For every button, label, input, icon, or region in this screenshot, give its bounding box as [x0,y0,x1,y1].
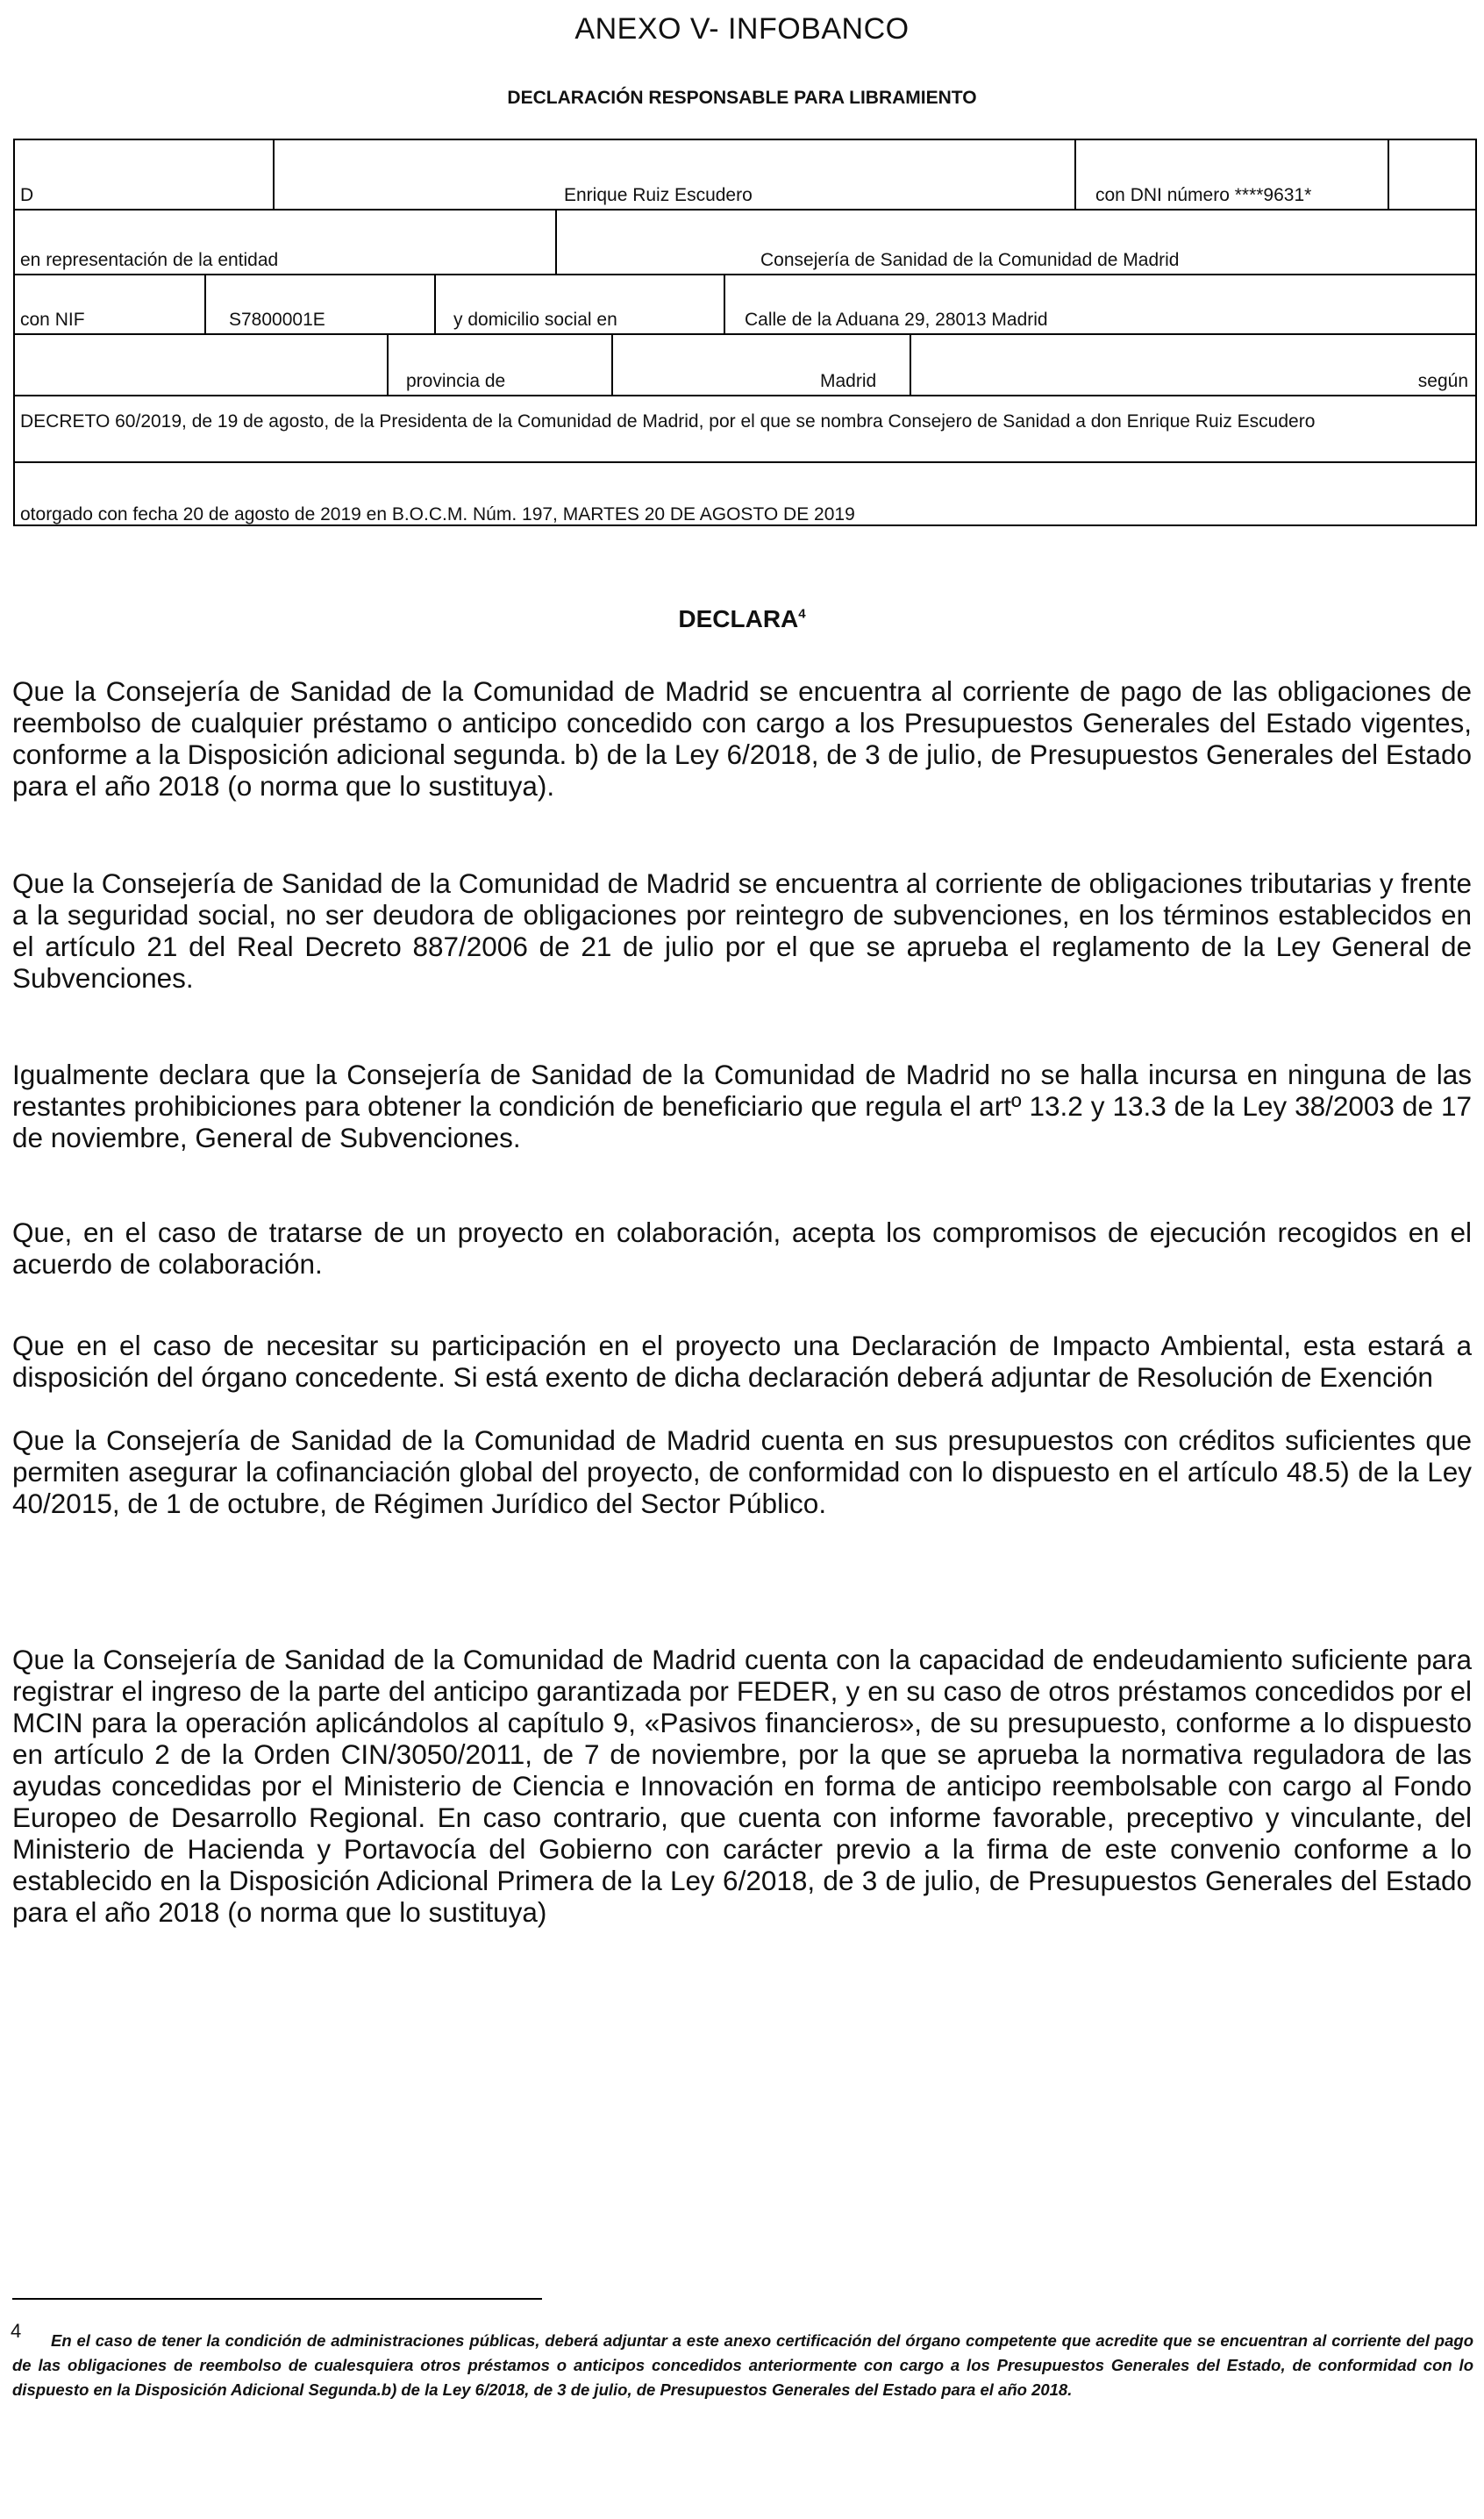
form-value-domicile: Calle de la Aduana 29, 28013 Madrid [745,310,1048,330]
form-cell-name [275,140,1076,211]
form-cell-segun [911,335,1477,396]
form-cell-dni [1076,140,1389,211]
declara-heading-text: DECLARA [678,605,799,632]
declaration-paragraph: Que la Consejería de Sanidad de la Comunidad de Madrid cuenta en sus presupuestos con créditos suficientes que permiten asegurar la cofinanciación global del proyecto, de conformidad con lo dispuesto en el artículo 48.5) de la Ley 40/2015, de 1 de octubre, de Régimen Jurídico del Sector Público. [12,1424,1472,1519]
form-label-d: D [20,185,34,205]
form-label-entity: en representación de la entidad [20,250,279,270]
form-value-entity: Consejería de Sanidad de la Comunidad de Madrid [760,250,1180,270]
declara-heading [0,605,1484,633]
form-label-nif: con NIF [20,310,85,330]
declaration-paragraph: Que la Consejería de Sanidad de la Comunidad de Madrid se encuentra al corriente de pago de las obligaciones de reembolso de cualquier préstamo o anticipo concedido con cargo a los Presupuestos Generales del Estado vigentes, conforme a la Disposición adicional segunda. b) de la Ley 6/2018, de 3 de julio, de Presupuestos Generales del Estado para el año 2018 (o norma que lo sustituya). [12,675,1472,802]
document-title: ANEXO V- INFOBANCO [574,12,910,46]
form-value-name: Enrique Ruiz Escudero [564,185,753,205]
footnote-divider [12,2298,542,2300]
form-value-nif: S7800001E [229,310,325,330]
form-cell-entity-label [15,211,557,275]
form-value-granted: otorgado con fecha 20 de agosto de 2019 en B.O.C.M. Núm. 197, MARTES 20 DE AGOSTO DE 2019 [20,504,855,524]
form-label-domicile: y domicilio social en [453,310,617,330]
form-cell-empty-2 [15,335,389,396]
form-cell-domicile-label [436,275,725,335]
form-cell-d [15,140,275,211]
form-value-province: Madrid [820,371,877,391]
declaration-paragraph: Que, en el caso de tratarse de un proyecto en colaboración, acepta los compromisos de ejecución recogidos en el acuerdo de colaboración. [12,1217,1472,1280]
form-label-province: provincia de [406,371,506,391]
footnote-number: 4 [11,2320,22,2342]
form-value-decree: DECRETO 60/2019, de 19 de agosto, de la Presidenta de la Comunidad de Madrid, por el que se nombra Consejero de Sanidad a don Enrique Ruiz Escudero [20,411,1316,432]
form-cell-decree [15,396,1477,463]
form-cell-empty-1 [1389,140,1477,211]
declara-footnote-ref: 4 [798,606,806,622]
declaration-form-table [13,139,1477,526]
form-cell-nif-label [15,275,206,335]
form-cell-province-label [389,335,613,396]
form-label-dni: con DNI número ****9631* [1095,185,1312,205]
declaration-paragraph: Que la Consejería de Sanidad de la Comunidad de Madrid cuenta con la capacidad de endeudamiento suficiente para registrar el ingreso de la parte del anticipo garantizada por FEDER, y en su caso de otros préstamos concedidos por el MCIN para la operación aplicándolos al capítulo 9, «Pasivos financieros», de su presupuesto, conforme a lo dispuesto en artículo 2 de la Orden CIN/3050/2011, de 7 de noviembre, por la que se aprueba la normativa reguladora de las ayudas concedidas por el Ministerio de Ciencia e Innovación en forma de anticipo reembolsable con cargo al Fondo Europeo de Desarrollo Regional. En caso contrario, que cuenta con informe favorable, preceptivo y vinculante, del Ministerio de Hacienda y Portavocía del Gobierno con carácter previo a la firma de este convenio conforme a lo establecido en la Disposición Adicional Primera de la Ley 6/2018, de 3 de julio, de Presupuestos Generales del Estado para el año 2018 (o norma que lo sustituya) [12,1644,1472,1928]
form-cell-entity-value [557,211,1477,275]
form-cell-domicile-value [725,275,1477,335]
declaration-paragraph: Que la Consejería de Sanidad de la Comunidad de Madrid se encuentra al corriente de obligaciones tributarias y frente a la seguridad social, no ser deudora de obligaciones por reintegro de subvenciones, en los términos establecidos en el artículo 21 del Real Decreto 887/2006 de 21 de julio por el que se aprueba el reglamento de la Ley General de Subvenciones. [12,867,1472,994]
form-cell-province-value [613,335,911,396]
form-label-segun: según [1417,371,1468,391]
form-cell-granted [15,463,1477,526]
footnote-text: En el caso de tener la condición de administraciones públicas, deberá adjuntar a este anexo certificación del órgano competente que acredite que se encuentran al corriente del pago de las obligaciones de reembolso de cualesquiera otros préstamos o anticipos concedidos anteriormente con cargo a los Presupuestos Generales del Estado, de conformidad con lo dispuesto en la Disposición Adicional Segunda.b) de la Ley 6/2018, de 3 de julio, de Presupuestos Generales del Estado para el año 2018. [12,2331,1473,2399]
declaration-paragraph: Igualmente declara que la Consejería de Sanidad de la Comunidad de Madrid no se halla incursa en ninguna de las restantes prohibiciones para obtener la condición de beneficiario que regula el artº 13.2 y 13.3 de la Ley 38/2003 de 17 de noviembre, General de Subvenciones. [12,1059,1472,1153]
form-cell-nif-value [206,275,436,335]
declaration-paragraph: Que en el caso de necesitar su participación en el proyecto una Declaración de Impacto Ambiental, esta estará a disposición del órgano concedente. Si está exento de dicha declaración deberá adjuntar de Resolución de Exención [12,1330,1472,1393]
document-subtitle: DECLARACIÓN RESPONSABLE PARA LIBRAMIENTO [507,88,977,108]
